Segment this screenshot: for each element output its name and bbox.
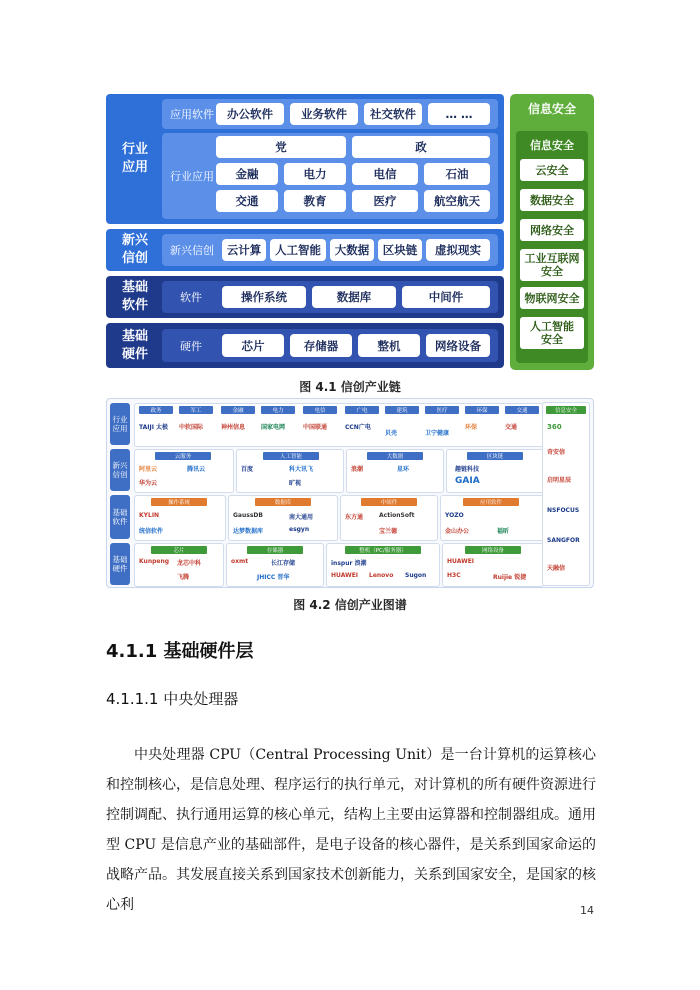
logo: 福昕 bbox=[497, 528, 510, 535]
logo: YOZO bbox=[445, 512, 464, 519]
cell: 芯片 bbox=[222, 334, 284, 357]
logo: TAIJI 太极 bbox=[139, 424, 169, 431]
security-cell: 云安全 bbox=[520, 159, 584, 181]
logo: HUAWEI bbox=[447, 558, 475, 565]
cell: 操作系统 bbox=[222, 286, 306, 308]
middleware-group bbox=[340, 495, 438, 541]
industry-map-figure bbox=[106, 398, 594, 588]
logo: H3C bbox=[447, 572, 461, 579]
section-heading: 4.1.1 基础硬件层 bbox=[106, 641, 254, 662]
tag: 建筑 bbox=[385, 406, 419, 414]
blockchain-group bbox=[446, 449, 544, 493]
cell: 人工智能 bbox=[270, 239, 326, 261]
tag: 信息安全 bbox=[546, 406, 586, 414]
xinchuang-row bbox=[162, 234, 498, 266]
tag: 中间件 bbox=[361, 498, 417, 506]
logo: 南大通用 bbox=[289, 514, 314, 521]
industry-group bbox=[134, 403, 544, 447]
security-cell: 网络安全 bbox=[520, 219, 584, 241]
logo: 腾讯云 bbox=[187, 466, 206, 473]
cell: 石油 bbox=[424, 163, 490, 185]
logo: JHICC 晋华 bbox=[257, 574, 290, 581]
band-label: 行业 应用 bbox=[121, 142, 148, 175]
security-inner bbox=[516, 131, 588, 363]
tag: 军工 bbox=[179, 406, 213, 414]
tag: 区块链 bbox=[467, 452, 523, 460]
logo: 长江存储 bbox=[271, 560, 296, 567]
page-number: 14 bbox=[580, 904, 594, 917]
cell: 医疗 bbox=[352, 190, 418, 212]
row-label: 基础 硬件 bbox=[110, 543, 130, 585]
logo: GAIA bbox=[455, 476, 480, 486]
logo: 国家电网 bbox=[261, 424, 286, 431]
server-group bbox=[326, 543, 440, 587]
logo: 阿里云 bbox=[139, 466, 158, 473]
logo: 奇安信 bbox=[547, 449, 566, 456]
tag: 网络设备 bbox=[465, 546, 521, 554]
cell: 大数据 bbox=[330, 239, 374, 261]
storage-group bbox=[226, 543, 324, 587]
cloud-group bbox=[134, 449, 234, 493]
band-label: 基础 硬件 bbox=[121, 328, 148, 362]
hardware-row bbox=[162, 329, 498, 362]
tag: 广电 bbox=[345, 406, 379, 414]
cell: 虚拟现实 bbox=[426, 239, 490, 261]
logo: 华为云 bbox=[139, 480, 158, 487]
logo: 环保 bbox=[465, 424, 478, 431]
logo: inspur 浪潮 bbox=[331, 560, 367, 567]
logo: 金山办公 bbox=[445, 528, 470, 535]
cell: 网络设备 bbox=[426, 334, 490, 357]
logo: GaussDB bbox=[233, 512, 263, 519]
logo: 卫宁健康 bbox=[425, 430, 450, 437]
logo: CCN广电 bbox=[345, 424, 371, 431]
logo: 神州信息 bbox=[221, 424, 246, 431]
app-software-row bbox=[162, 99, 498, 129]
logo: 浪潮 bbox=[351, 466, 364, 473]
row-label: 基础 软件 bbox=[110, 495, 130, 539]
cell: 整机 bbox=[358, 334, 420, 357]
figure-caption: 图 4.1 信创产业链 bbox=[299, 380, 401, 394]
band-label: 新兴 信创 bbox=[121, 233, 148, 266]
security-logos-column bbox=[542, 402, 590, 586]
network-group bbox=[442, 543, 544, 587]
xinchuang-band bbox=[106, 229, 504, 271]
security-cell: 工业互联网 安全 bbox=[520, 249, 584, 281]
logo: 贝壳 bbox=[385, 430, 398, 437]
cell: 金融 bbox=[216, 163, 278, 185]
logo: 百度 bbox=[241, 466, 254, 473]
logo: 宝兰德 bbox=[379, 528, 398, 535]
cell: 航空航天 bbox=[424, 190, 490, 212]
logo: 360 bbox=[547, 423, 562, 431]
tag: 政务 bbox=[139, 406, 173, 414]
cell: 社交软件 bbox=[364, 103, 422, 125]
logo: 龙芯中科 bbox=[177, 560, 202, 567]
xinchuang-sublabel: 新兴信创 bbox=[170, 244, 214, 257]
software-sublabel: 软件 bbox=[180, 291, 202, 304]
cell: 数据库 bbox=[312, 286, 396, 308]
appsw-group bbox=[440, 495, 544, 541]
logo: 飞腾 bbox=[177, 574, 190, 581]
logo: NSFOCUS bbox=[547, 507, 580, 514]
industry-app-label: 行业应用 bbox=[170, 170, 214, 183]
cell: 中间件 bbox=[402, 286, 490, 308]
logo: Kunpeng bbox=[139, 558, 170, 565]
logo: Ruijie 锐捷 bbox=[493, 574, 527, 581]
security-column bbox=[510, 94, 594, 370]
tag: 数据库 bbox=[255, 498, 311, 506]
logo: 东方通 bbox=[345, 514, 364, 521]
tag: 电信 bbox=[303, 406, 337, 414]
cell: 业务软件 bbox=[290, 103, 358, 125]
logo: Sugon bbox=[405, 572, 427, 579]
industry-app-band bbox=[106, 94, 504, 224]
security-head: 信息安全 bbox=[530, 139, 574, 152]
band-label: 基础 软件 bbox=[121, 280, 148, 313]
logo: 中软国际 bbox=[179, 424, 204, 431]
logo: HUAWEI bbox=[331, 572, 359, 579]
hardware-band bbox=[106, 323, 504, 368]
cell: 云计算 bbox=[222, 239, 266, 261]
security-cell: 数据安全 bbox=[520, 189, 584, 211]
cell: 区块链 bbox=[378, 239, 422, 261]
logo: 旷视 bbox=[289, 480, 302, 487]
logo: 星环 bbox=[397, 466, 410, 473]
cell-gov: 政 bbox=[352, 136, 490, 158]
figure-caption: 图 4.2 信创产业图谱 bbox=[293, 598, 407, 612]
tag: 医疗 bbox=[425, 406, 459, 414]
tag: 操作系统 bbox=[151, 498, 207, 506]
body-paragraph: 中央处理器 CPU（Central Processing Unit）是一台计算机的运算核心和控制核心，是信息处理、程序运行的执行单元，对计算机的所有硬件资源进行控制调配、执行通用运算的核心单元，结构上主要由运算器和控制器组成。通用型 CPU 是信息产业的基础部件，是电子设备的核心器件，是关系到国家命运的战略产品。其发展直接关系到国家技术创新能力，关系到国家安全，是国家的核心利 bbox=[106, 747, 596, 913]
logo: 启明星辰 bbox=[547, 477, 572, 484]
tag: 环保 bbox=[465, 406, 499, 414]
logo: 统信软件 bbox=[139, 528, 164, 535]
os-group bbox=[134, 495, 226, 541]
logo: 达梦数据库 bbox=[233, 528, 264, 535]
app-software-label: 应用软件 bbox=[170, 108, 214, 121]
tag: 大数据 bbox=[367, 452, 423, 460]
logo: esgyn bbox=[289, 526, 310, 533]
tag: 整机（PC/服务器） bbox=[345, 546, 421, 554]
security-cell: 人工智能 安全 bbox=[520, 317, 584, 349]
cell: 电力 bbox=[284, 163, 346, 185]
security-title: 信息安全 bbox=[527, 102, 576, 116]
logo: ActionSoft bbox=[379, 512, 415, 519]
cell: 办公软件 bbox=[216, 103, 284, 125]
logo: KYLIN bbox=[139, 512, 160, 519]
db-group bbox=[228, 495, 338, 541]
cell: 教育 bbox=[284, 190, 346, 212]
logo: 天融信 bbox=[547, 565, 566, 572]
logo: 中国联通 bbox=[303, 424, 328, 431]
bigdata-group bbox=[346, 449, 444, 493]
tag: 人工智能 bbox=[263, 452, 319, 460]
cell: 交通 bbox=[216, 190, 278, 212]
logo: oxmt bbox=[231, 558, 249, 565]
cell: … … bbox=[428, 103, 490, 125]
hardware-sublabel: 硬件 bbox=[180, 339, 202, 353]
subsection-heading: 4.1.1.1 中央处理器 bbox=[106, 690, 239, 708]
industry-chain-figure bbox=[106, 94, 594, 370]
tag: 电力 bbox=[261, 406, 295, 414]
logo: Lenovo bbox=[369, 572, 394, 579]
ai-group bbox=[236, 449, 344, 493]
logo: SANGFOR bbox=[547, 537, 580, 544]
cell-party: 党 bbox=[216, 136, 346, 158]
chip-group bbox=[134, 543, 224, 587]
security-cell: 物联网安全 bbox=[520, 287, 584, 309]
row-label: 行业 应用 bbox=[110, 403, 130, 445]
logo: 科大讯飞 bbox=[289, 466, 314, 473]
tag: 交通 bbox=[505, 406, 539, 414]
cell: 存储器 bbox=[290, 334, 352, 357]
tag: 存储器 bbox=[247, 546, 303, 554]
tag: 金融 bbox=[221, 406, 255, 414]
industry-app-block bbox=[162, 133, 498, 219]
software-band bbox=[106, 276, 504, 318]
logo: 趣链科技 bbox=[455, 466, 480, 473]
logo: 交通 bbox=[505, 424, 518, 431]
row-label: 新兴 信创 bbox=[110, 449, 130, 491]
tag: 云服务 bbox=[155, 452, 211, 460]
cell: 电信 bbox=[352, 163, 418, 185]
tag: 应用软件 bbox=[463, 498, 519, 506]
tag: 芯片 bbox=[151, 546, 207, 554]
software-row bbox=[162, 281, 498, 313]
